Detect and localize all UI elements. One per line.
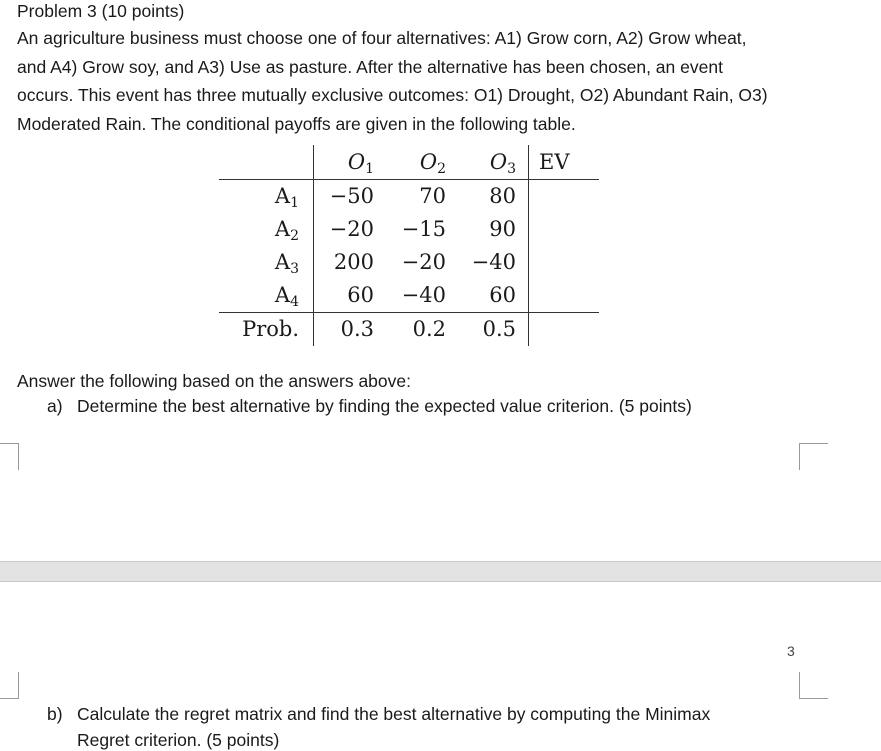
- header-o2: $O_2$: [374, 145, 446, 180]
- cell-o3: 60: [446, 279, 529, 313]
- cell-ev: [529, 180, 600, 214]
- problem-heading: Problem 3 (10 points): [17, 1, 185, 21]
- probability-row: [219, 313, 599, 347]
- question-a-text: Determine the best alternative by finding the expected value criterion. (5 points): [77, 396, 692, 416]
- crop-mark-bottom-right: [799, 672, 828, 699]
- prob-label: Prob.: [219, 313, 314, 347]
- crop-mark-top-left: [0, 443, 19, 470]
- question-b-letter: b): [47, 704, 63, 724]
- cell-ev: [529, 246, 600, 279]
- cell-o1: 60: [347, 283, 374, 307]
- cell-o2: −40: [401, 283, 446, 307]
- table-row: [219, 180, 599, 214]
- cell-o3: 80: [446, 180, 529, 214]
- statement-line: occurs. This event has three mutually exclusive outcomes: O1) Drought, O2) Abundant Rain, O3): [17, 85, 768, 105]
- table-header-row: [219, 145, 599, 180]
- prob-ev: [529, 313, 600, 347]
- cell-o1: 200: [333, 250, 374, 274]
- header-o3: $O_3$: [446, 145, 529, 180]
- cell-o2: −15: [401, 217, 446, 241]
- header-ev: EV: [529, 145, 600, 180]
- cell-o3: 90: [446, 213, 529, 246]
- statement-line: Moderated Rain. The conditional payoffs are given in the following table.: [17, 113, 576, 134]
- question-a-letter: a): [47, 396, 63, 416]
- table-row: [219, 246, 599, 279]
- prob-o2: 0.2: [374, 313, 446, 347]
- table-row: [219, 279, 599, 313]
- cell-o3: −40: [446, 246, 529, 279]
- cell-ev: [529, 279, 600, 313]
- cell-o1: −20: [329, 217, 374, 241]
- row-label: $A_2$: [219, 213, 314, 246]
- problem-statement: [17, 24, 857, 138]
- page-break-gap: [0, 561, 881, 582]
- cell-o2: 70: [419, 184, 446, 208]
- question-b-continuation: Regret criterion. (5 points): [77, 730, 280, 750]
- question-b-text: Calculate the regret matrix and find the best alternative by computing the Minimax: [77, 704, 711, 724]
- row-label: $A_4$: [219, 279, 314, 313]
- row-label: $A_1$: [219, 180, 314, 214]
- prob-o3: 0.5: [446, 313, 529, 347]
- question-a: [47, 395, 692, 417]
- statement-line: and A4) Grow soy, and A3) Use as pasture. After the alternative has been chosen, an event: [17, 56, 723, 77]
- crop-mark-bottom-left: [0, 672, 19, 699]
- answer-intro: Answer the following based on the answers above:: [17, 371, 411, 391]
- payoff-table: [219, 145, 599, 346]
- cell-ev: [529, 213, 600, 246]
- row-label: $A_3$: [219, 246, 314, 279]
- cell-o2: −20: [401, 250, 446, 274]
- page-number: 3: [787, 643, 795, 659]
- statement-line: An agriculture business must choose one of four alternatives: A1) Grow corn, A2) Grow wheat,: [17, 28, 747, 48]
- cell-o1: −50: [329, 184, 374, 208]
- header-corner: [219, 145, 314, 180]
- table-row: [219, 213, 599, 246]
- header-o1: $O_1$: [314, 145, 375, 180]
- crop-mark-top-right: [799, 443, 828, 470]
- question-b: [47, 703, 710, 725]
- prob-o1: 0.3: [314, 313, 375, 347]
